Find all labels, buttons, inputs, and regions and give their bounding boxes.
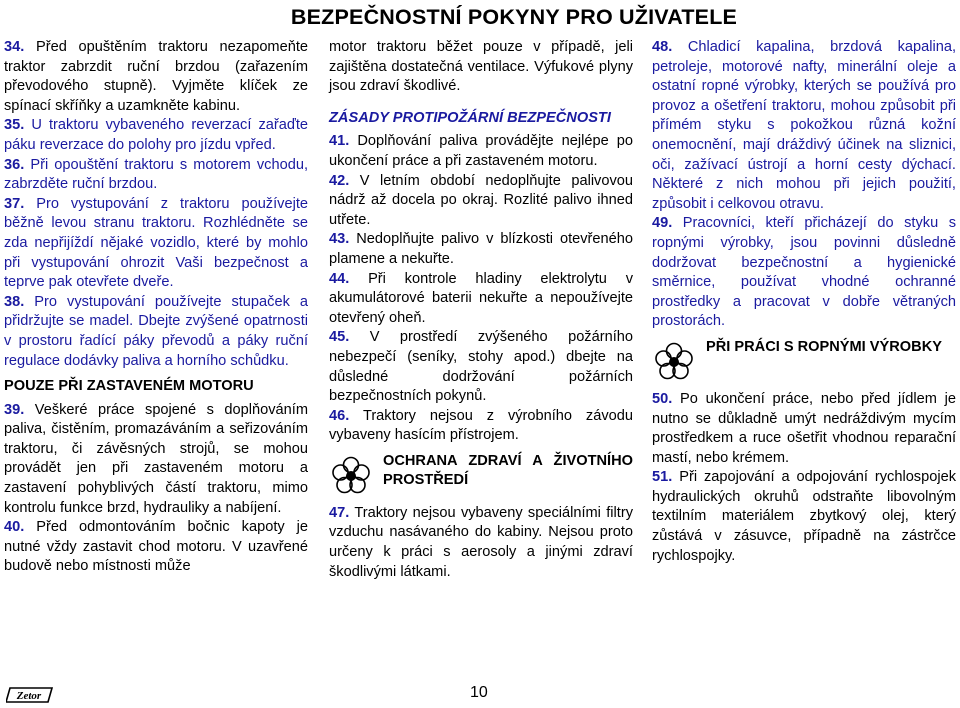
flower-icon	[652, 340, 696, 384]
list-item: 37. Pro vystupování z traktoru používejte běžně levou stranu traktoru. Rozhlédněte se zda nepřijíždí nějaké vozidlo, které by mohlo při vystupování ohrozit Vaši bezpečnost a teprve pak otevřete dveře.	[4, 195, 308, 291]
page-header	[0, 2, 960, 32]
section-heading-with-icon	[329, 452, 633, 498]
list-item: 38. Pro vystupování používejte stupaček a přidržujte se madel. Dbejte zvýšené opatrnosti v prostoru řadící páky převodů a páky ruční regulace dodávky paliva a horního schůdku.	[4, 293, 308, 369]
list-item: 47. Traktory nejsou vybaveny speciálními filtry vzduchu nasávaného do kabiny. Nejsou proto určeny k práci s aerosoly a jinými zdraví škodlivými látkami.	[329, 504, 633, 580]
list-item: 44. Při kontrole hladiny elektrolytu v akumulátorové baterii nekuřte a nepoužívejte otevřený oheň.	[329, 270, 633, 326]
list-item: 46. Traktory nejsou z výrobního závodu vybaveny hasícím přístrojem.	[329, 407, 633, 444]
zetor-logo	[6, 686, 56, 704]
list-item: 51. Při zapojování a odpojování rychlospojek hydraulických okruhů odstraňte libovolným textilním materiálem zbytkový olej, který zůstává v zásuvce, případně na zástrčce rychlospojky.	[652, 469, 956, 564]
list-item: 34. Před opuštěním traktoru nezapomeňte traktor zabrzdit ruční brzdou (zařazením převodového stupně). Vyjměte klíček ze spínací skříňky a uzamkněte kabinu.	[4, 39, 308, 114]
list-item: 39. Veškeré práce spojené s doplňováním paliva, čistěním, promazáváním a seřizováním traktoru, či závěsných strojů, se mohou provádět jen při zastaveném motoru a zastavení pohyblivých částí traktoru, mimo kontrolu funkce brzd, hydrauliky a nabíjení.	[4, 401, 308, 516]
flower-icon	[329, 454, 373, 498]
section-title: OCHRANA ZDRAVÍ A ŽIVOTNÍHO PROSTŘEDÍ	[383, 452, 633, 489]
section-title: ZÁSADY PROTIPOŽÁRNÍ BEZPEČNOSTI	[329, 109, 611, 126]
list-item: 42. V letním období nedoplňujte palivovou nádrž až docela po okraj. Rozlité palivo ihned utřete.	[329, 172, 633, 228]
column-2	[329, 38, 633, 582]
continuation-text: motor traktoru běžet pouze v případě, jeli zajištěna dostatečná ventilace. Výfukové plyny jsou zdraví škodlivé.	[329, 39, 633, 95]
list-item: 41. Doplňování paliva provádějte nejlépe po ukončení práce a při zastaveném motoru.	[329, 133, 633, 169]
list-item: 43. Nedoplňujte palivo v blízkosti otevřeného plamene a nekuřte.	[329, 231, 633, 267]
list-item: 49. Pracovníci, kteří přicházejí do styku s ropnými výrobky, jsou povinni důsledně dodržovat bezpečnostní a hygienické směrnice, používat vhodné ochranné prostředky a pracovat v dobře větraných prostorách.	[652, 215, 956, 330]
page-number: 10	[470, 684, 488, 701]
section-heading-with-icon	[652, 338, 956, 384]
column-1	[4, 38, 308, 577]
section-title: PŘI PRÁCI S ROPNÝMI VÝROBKY	[706, 338, 942, 355]
list-item: 40. Před odmontováním bočnic kapoty je nutné vždy zastavit chod motoru. V uzavřené budově nebo místnosti může	[4, 519, 308, 575]
list-item: 48. Chladicí kapalina, brzdová kapalina, petroleje, motorové nafty, minerální oleje a ostatní ropné výrobky, kterých se používá pro provoz a ošetření traktoru, mohou způsobit při přímém styku s pokožkou různá kožní onemocnění, mají dráždivý účinek na sliznici, oči, zažívací ústrojí a horní cesty dýchací. Některé z nich mohou při jejich použití, způsobit i celkovou otravu.	[652, 39, 956, 212]
svg-text:Zetor: Zetor	[16, 690, 42, 702]
list-item: 36. Při opouštění traktoru s motorem vchodu, zabrzděte ruční brzdou.	[4, 156, 308, 193]
list-item: 50. Po ukončení práce, nebo před jídlem je nutno se důkladně umýt nedráždivým mycím prostředkem a ruce ošetřit vhodnou reparační mastí, nebo krémem.	[652, 390, 956, 466]
page-title: BEZPEČNOSTNÍ POKYNY PRO UŽIVATELE	[290, 4, 738, 29]
column-3	[652, 38, 956, 566]
list-item: 35. U traktoru vybaveného reverzací zařaďte páku reverzace do polohy pro jízdu vpřed.	[4, 117, 308, 153]
section-title: POUZE PŘI ZASTAVENÉM MOTORU	[4, 378, 254, 395]
list-item: 45. V prostředí zvýšeného požárního nebezpečí (seníky, stohy apod.) dbejte na důsledné dodržování požárních bezpečnostních pokynů.	[329, 329, 633, 405]
